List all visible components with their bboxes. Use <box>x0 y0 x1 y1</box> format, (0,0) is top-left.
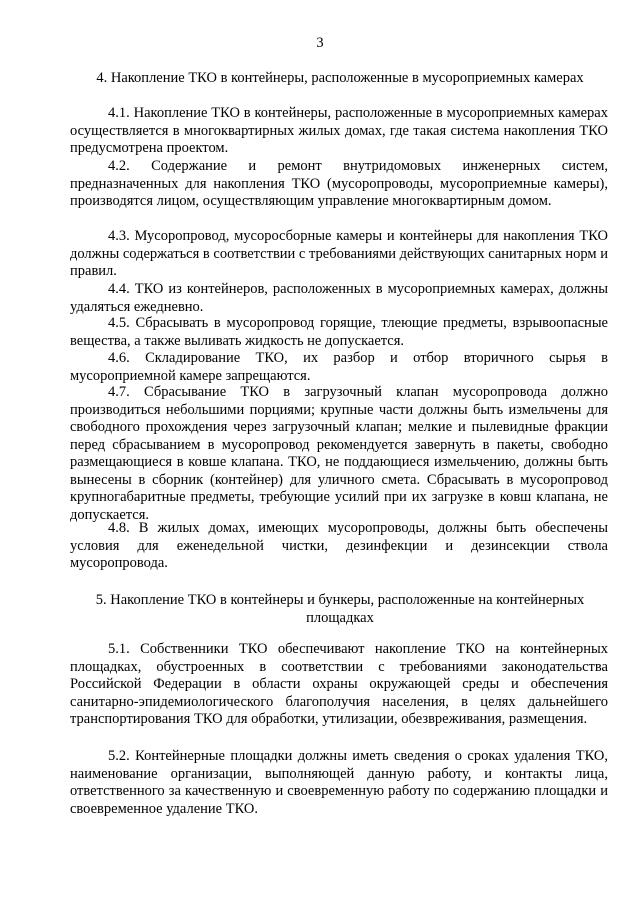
paragraph-5-1: 5.1. Собственники ТКО обеспечивают накопление ТКО на контейнерных площадках, обустроенных в соответствии с требованиями законодательства Российской Федерации в области охраны окружающей среды и обеспечения санитарно-эпидемиологического благополучия населения, в целях дальнейшего транспортирования ТКО для обработки, утилизации, обезвреживания, размещения. <box>70 641 608 727</box>
paragraph-4-4: 4.4. ТКО из контейнеров, расположенных в мусороприемных камерах, должны удаляться ежедневно. <box>70 281 608 315</box>
page-number: 3 <box>316 35 324 51</box>
section-4-heading: 4. Накопление ТКО в контейнеры, расположенные в мусороприемных камерах <box>96 70 584 86</box>
section-5-heading: 5. Накопление ТКО в контейнеры и бункеры, расположенные на контейнерных площадках <box>95 592 585 626</box>
paragraph-4-3: 4.3. Мусоропровод, мусоросборные камеры и контейнеры для накопления ТКО должны содержаться в соответствии с требованиями действующих санитарных норм и правил. <box>70 228 608 279</box>
paragraph-4-1: 4.1. Накопление ТКО в контейнеры, расположенные в мусороприемных камерах осуществляется в многоквартирных жилых домах, где такая система накопления ТКО предусмотрена проектом. <box>70 105 608 156</box>
paragraph-4-8: 4.8. В жилых домах, имеющих мусоропроводы, должны быть обеспечены условия для еженедельной чистки, дезинфекции и дезинсекции ствола мусоропровода. <box>70 520 608 571</box>
paragraph-4-6: 4.6. Складирование ТКО, их разбор и отбор вторичного сырья в мусороприемной камере запрещаются. <box>70 350 608 384</box>
paragraph-4-5: 4.5. Сбрасывать в мусоропровод горящие, тлеющие предметы, взрывоопасные вещества, а также выливать жидкость не допускается. <box>70 315 608 349</box>
paragraph-4-2: 4.2. Содержание и ремонт внутридомовых инженерных систем, предназначенных для накопления ТКО (мусоропроводы, мусороприемные камеры), производятся лицом, осуществляющим управление многоквартирным домом. <box>70 158 608 209</box>
paragraph-4-7: 4.7. Сбрасывание ТКО в загрузочный клапан мусоропровода должно производиться небольшими порциями; крупные части должны быть измельчены для свободного прохождения через загрузочный клапан; мелкие и пылевидные фракции перед сбрасыванием в мусоропровод рекомендуется завернуть в пакеты, свободно размещающиеся в ковше клапана. ТКО, не поддающиеся измельчению, должны быть вынесены в сборник (контейнер) для уличного смета. Сбрасывать в мусоропровод крупногабаритные предметы, требующие усилий при их загрузке в ковш клапана, не допускается. <box>70 384 608 523</box>
paragraph-5-2: 5.2. Контейнерные площадки должны иметь сведения о сроках удаления ТКО, наименование организации, выполняющей данную работу, и контакты лица, ответственного за качественную и своевременную работу по содержанию площадки и своевременное удаление ТКО. <box>70 748 608 817</box>
